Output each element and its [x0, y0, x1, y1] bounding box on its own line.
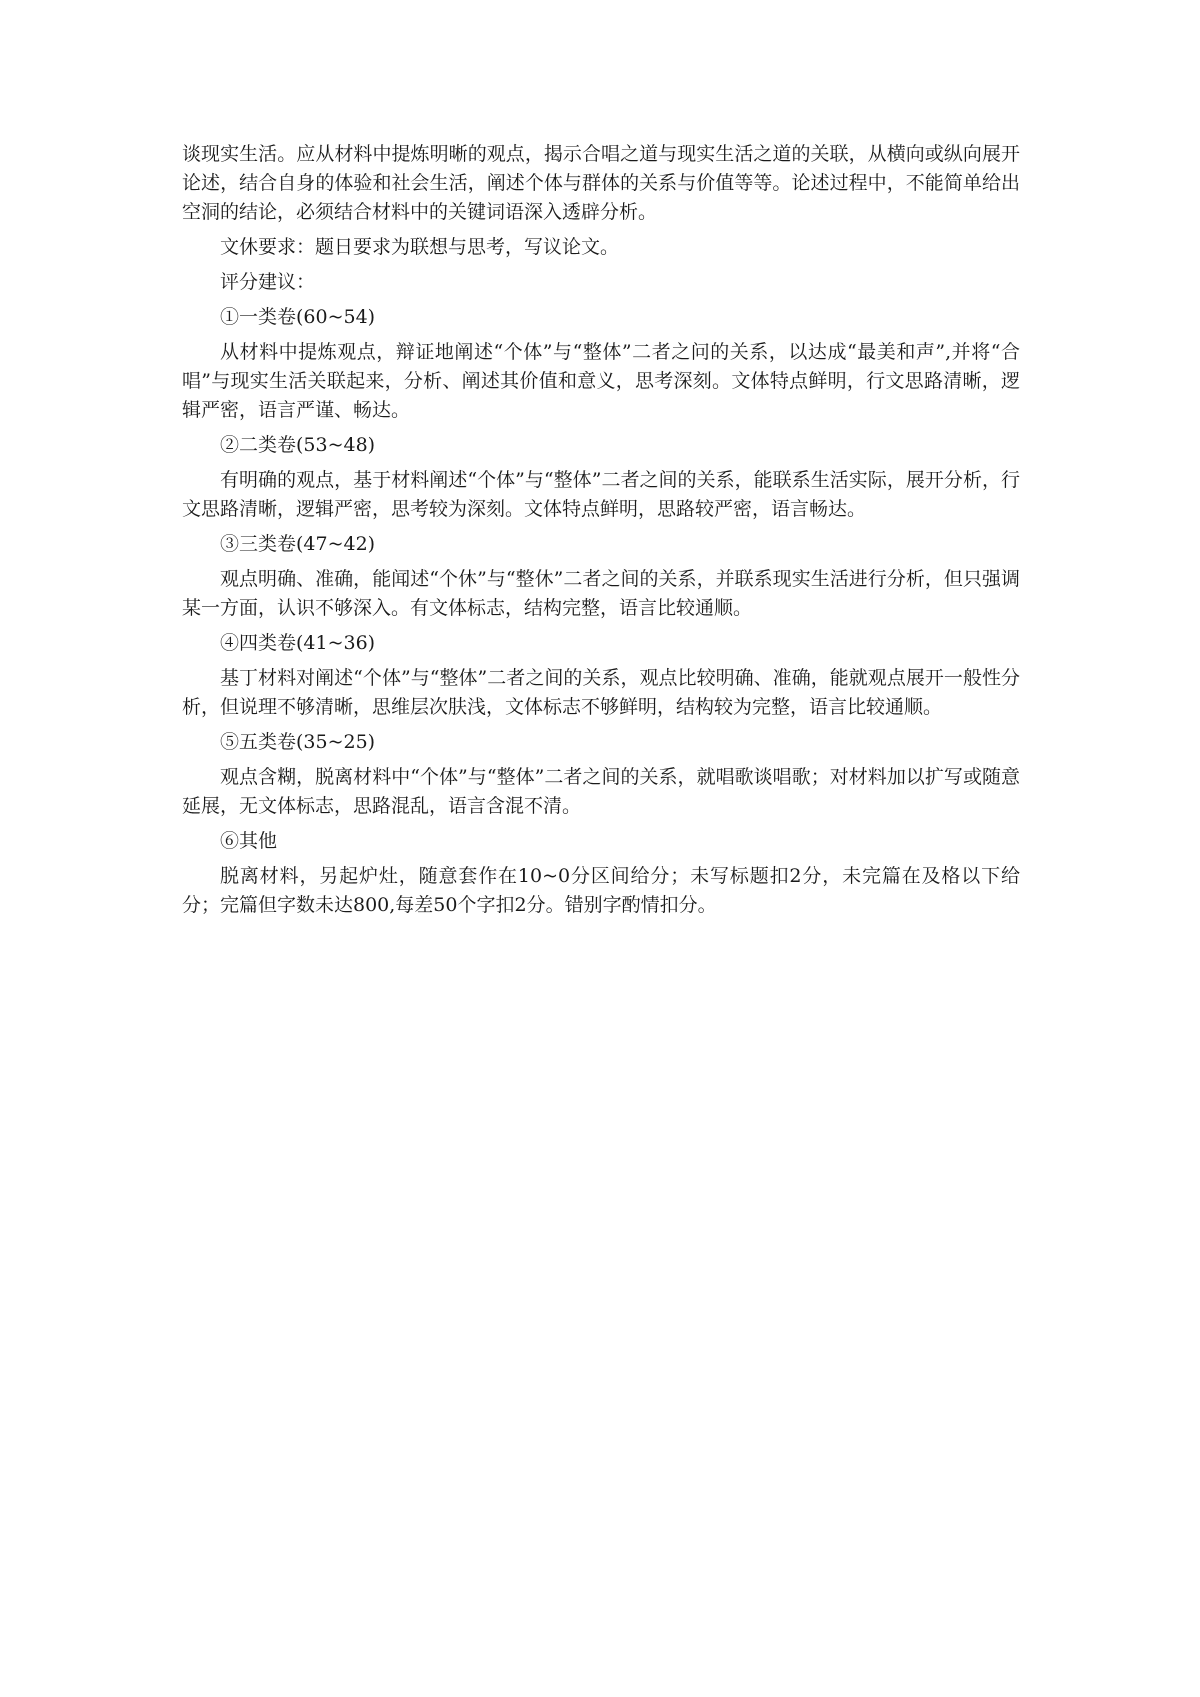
grade-4-description: 基丁材料对阐述“个体”与“整体”二者之间的关系，观点比较明确、准确，能就观点展开一般性分析，但说理不够清晰，思维层次肤浅，文体标志不够鲜明，结构较为完整，语言比较通顺。 [182, 667, 1020, 718]
other-description: 脱离材料，另起炉灶，随意套作在10~0分区间给分；未写标题扣2分，未完篇在及格以下给分；完篇但字数未达800,每差50个字扣2分。错别字酌情扣分。 [182, 865, 1020, 916]
grade-1-heading: ①一类卷(60~54) [220, 306, 376, 328]
grade-1-description: 从材料中提炼观点，辩证地阐述“个体”与“整体”二者之问的关系，以达成“最美和声”,并将“合唱”与现实生活关联起来，分析、阐述其价值和意义，思考深刻。文体特点鲜明，行文思路清晰，逻辑严密，语言严谨、畅达。 [182, 341, 1020, 421]
grade-3-description: 观点明确、准确，能闻述“个休”与“整休”二者之间的关系，并联系现实生活进行分析，但只强调某一方面，认识不够深入。有文体标志，结构完整，语言比较通顺。 [182, 568, 1020, 619]
genre-requirement: 文休要求：题日要求为联想与思考，写议论文。 [220, 236, 620, 258]
grade-5-description: 观点含糊，脱离材料中“个体”与“整体”二者之间的关系，就唱歌谈唱歌；对材料加以扩写或随意延展，无文体标志，思路混乱，语言含混不清。 [182, 766, 1020, 817]
grade-3-heading: ③三类卷(47~42) [220, 533, 376, 555]
intro-paragraph: 谈现实生活。应从材料中提炼明晰的观点，揭示合唱之道与现实生活之道的关联，从横向或纵向展开论述，结合自身的体验和社会生活，阐述个体与群体的关系与价值等等。论述过程中，不能简单给出空洞的结论，必须结合材料中的关键词语深入透辟分析。 [182, 143, 1020, 223]
grade-4-heading: ④四类卷(41~36) [220, 632, 376, 654]
other-heading: ⑥其他 [220, 830, 278, 852]
grade-5-heading: ⑤五类卷(35~25) [220, 731, 376, 753]
grade-2-heading: ②二类卷(53~48) [220, 434, 376, 456]
grade-2-description: 有明确的观点，基于材料阐述“个体”与“整体”二者之间的关系，能联系生活实际，展开分析，行文思路清晰，逻辑严密，思考较为深刻。文体特点鲜明，思路较严密，语言畅达。 [182, 469, 1020, 520]
scoring-heading: 评分建议： [220, 271, 316, 293]
document-body [182, 140, 1020, 926]
